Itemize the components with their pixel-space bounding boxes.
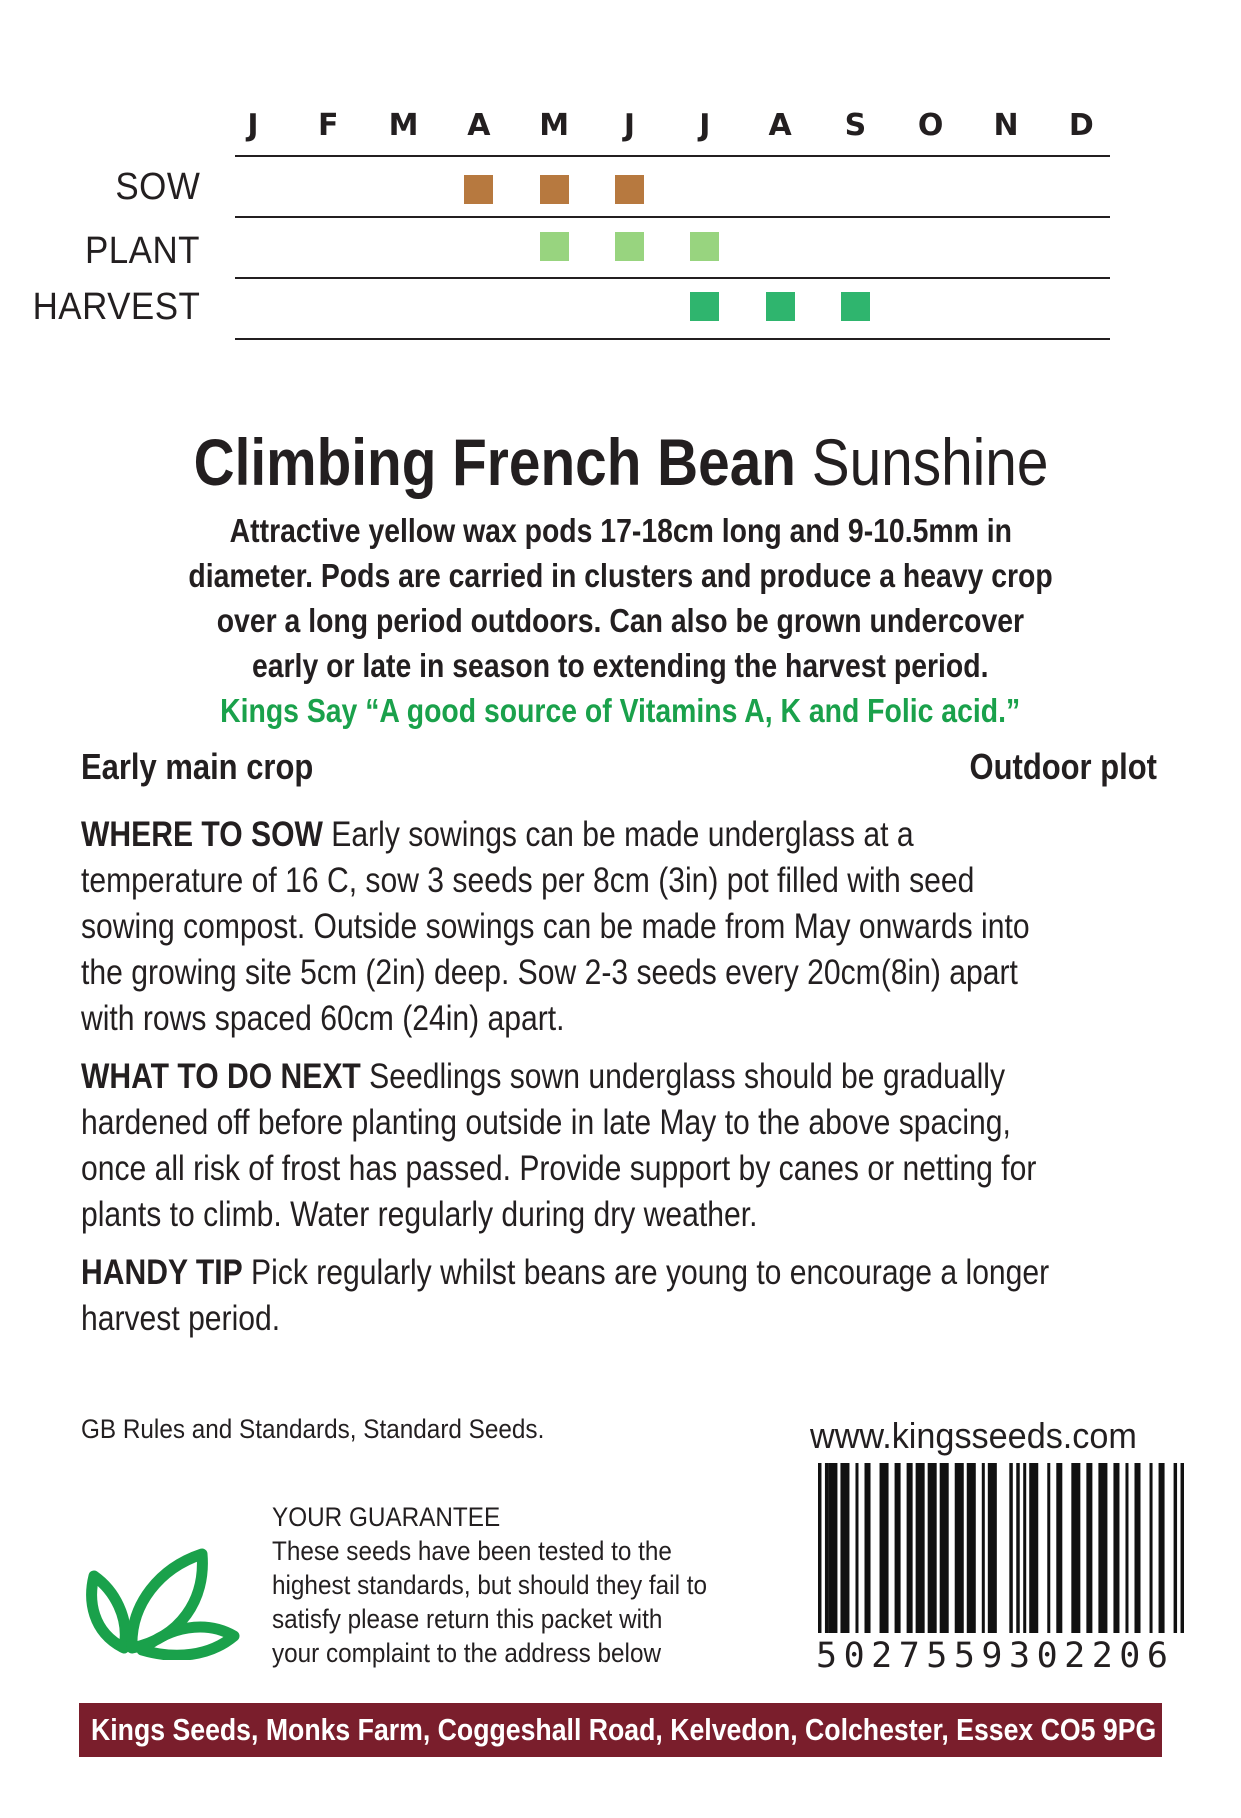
barcode-bar <box>1071 1463 1080 1633</box>
barcode-bar <box>1009 1463 1012 1633</box>
calendar-month-marker <box>841 292 870 321</box>
sowing-calendar <box>0 0 1241 360</box>
where-to-sow-section <box>81 812 1211 1042</box>
calendar-month-marker <box>615 175 644 204</box>
barcode-bar <box>1016 1463 1019 1633</box>
barcode-bar <box>1125 1463 1128 1633</box>
month-label: N <box>993 108 1019 143</box>
barcode-bar <box>982 1463 985 1633</box>
crop-type: Early main crop <box>81 746 314 787</box>
barcode-bar <box>1098 1463 1107 1633</box>
variety-name: Sunshine <box>811 425 1048 499</box>
what-to-do-next-heading: WHAT TO DO NEXT <box>81 1057 361 1096</box>
calendar-divider <box>235 277 1110 279</box>
month-label: F <box>318 108 339 143</box>
barcode-bar <box>1174 1463 1177 1633</box>
description-line: early or late in season to extending the harvest period. <box>252 647 989 684</box>
barcode-bar <box>865 1463 871 1633</box>
instruction-line: hardened off before planting outside in late May to the above spacing, <box>81 1103 1011 1142</box>
instruction-line: with rows spaced 60cm (24in) apart. <box>81 999 565 1038</box>
guarantee-line: your complaint to the address below <box>272 1638 662 1668</box>
description-line: diameter. Pods are carried in clusters and produce a heavy crop <box>188 557 1053 594</box>
barcode-bar <box>1029 1463 1038 1633</box>
month-label: J <box>247 108 259 143</box>
barcode-number: 5027559302206 <box>816 1636 1175 1676</box>
calendar-month-marker <box>540 232 569 261</box>
barcode-bar <box>1159 1463 1165 1633</box>
calendar-row-label: SOW <box>115 166 200 208</box>
description-line: over a long period outdoors. Can also be grown undercover <box>216 602 1025 639</box>
month-label: J <box>699 108 711 143</box>
calendar-divider <box>235 155 1110 157</box>
guarantee-block <box>272 1500 755 1670</box>
instruction-line: once all risk of frost has passed. Provide support by canes or netting for <box>81 1149 1037 1188</box>
company-address: Kings Seeds, Monks Farm, Coggeshall Road, Kelvedon, Colchester, Essex CO5 9PG <box>91 1712 1157 1747</box>
instruction-line: harvest period. <box>81 1299 281 1338</box>
barcode-bar <box>880 1463 889 1633</box>
barcode-bar <box>895 1463 901 1633</box>
guarantee-title: YOUR GUARANTEE <box>272 1502 501 1532</box>
handy-tip-heading: HANDY TIP <box>81 1253 243 1292</box>
instruction-line: temperature of 16 C, sow 3 seeds per 8cm (3in) pot filled with seed <box>81 861 975 900</box>
month-label: D <box>1068 108 1094 143</box>
barcode-bar <box>967 1463 976 1633</box>
website-url: www.kingsseeds.com <box>810 1415 1137 1456</box>
instruction-line: Seedlings sown underglass should be gradually <box>369 1057 1006 1096</box>
product-title <box>0 424 1241 500</box>
product-name: Climbing French Bean <box>193 425 796 499</box>
calendar-row-label: HARVEST <box>32 286 200 328</box>
barcode-bar <box>1113 1463 1119 1633</box>
barcode-bar <box>818 1463 821 1633</box>
calendar-month-marker <box>540 175 569 204</box>
barcode-bar <box>928 1463 937 1633</box>
instruction-line: Pick regularly whilst beans are young to encourage a longer <box>251 1253 1050 1292</box>
guarantee-line: satisfy please return this packet with <box>272 1604 663 1634</box>
where-to-sow-heading: WHERE TO SOW <box>81 815 323 854</box>
address-bar <box>79 1703 1162 1757</box>
calendar-divider <box>235 338 1110 340</box>
month-label: O <box>917 108 944 143</box>
barcode-bar <box>1047 1463 1050 1633</box>
calendar-month-marker <box>615 232 644 261</box>
barcode-bar <box>1134 1463 1140 1633</box>
month-label: M <box>539 108 570 143</box>
month-label: S <box>844 108 867 143</box>
calendar-month-marker <box>766 292 795 321</box>
barcode <box>818 1463 1184 1633</box>
month-label: A <box>467 108 491 143</box>
guarantee-line: These seeds have been tested to the <box>272 1536 672 1566</box>
barcode-bar <box>916 1463 925 1633</box>
barcode-bar <box>1023 1463 1026 1633</box>
barcode-bar <box>855 1463 858 1633</box>
barcode-bar <box>1181 1463 1184 1633</box>
calendar-row-label: PLANT <box>85 230 200 272</box>
calendar-month-marker <box>464 175 493 204</box>
calendar-divider <box>235 216 1110 218</box>
instruction-line: Early sowings can be made underglass at a <box>331 815 914 854</box>
month-label: M <box>388 108 419 143</box>
barcode-bar <box>1086 1463 1092 1633</box>
barcode-bar <box>828 1463 837 1633</box>
handy-tip-section <box>81 1250 1211 1342</box>
barcode-bar <box>1056 1463 1062 1633</box>
barcode-bar <box>955 1463 964 1633</box>
calendar-month-marker <box>690 232 719 261</box>
barcode-bar <box>940 1463 949 1633</box>
instruction-line: sowing compost. Outside sowings can be made from May onwards into <box>81 907 1030 946</box>
barcode-bar <box>825 1463 828 1633</box>
barcode-bar <box>907 1463 913 1633</box>
barcode-bar <box>1150 1463 1153 1633</box>
barcode-bar <box>988 1463 997 1633</box>
what-to-do-next-section <box>81 1054 1211 1238</box>
month-label: A <box>768 108 792 143</box>
description-line: Attractive yellow wax pods 17-18cm long and 9-10.5mm in <box>229 512 1012 549</box>
instruction-line: plants to climb. Water regularly during dry weather. <box>81 1195 758 1234</box>
product-description <box>90 508 1151 733</box>
standards-note: GB Rules and Standards, Standard Seeds. <box>81 1414 545 1444</box>
calendar-month-marker <box>690 292 719 321</box>
leaf-logo-icon <box>84 1540 242 1660</box>
guarantee-line: highest standards, but should they fail to <box>272 1570 707 1600</box>
instruction-line: the growing site 5cm (2in) deep. Sow 2-3 seeds every 20cm(8in) apart <box>81 953 1018 992</box>
barcode-bar <box>840 1463 849 1633</box>
kings-say-quote: Kings Say “A good source of Vitamins A, K and Folic acid.” <box>220 692 1021 729</box>
month-label: J <box>623 108 636 143</box>
growing-location: Outdoor plot <box>969 746 1157 787</box>
